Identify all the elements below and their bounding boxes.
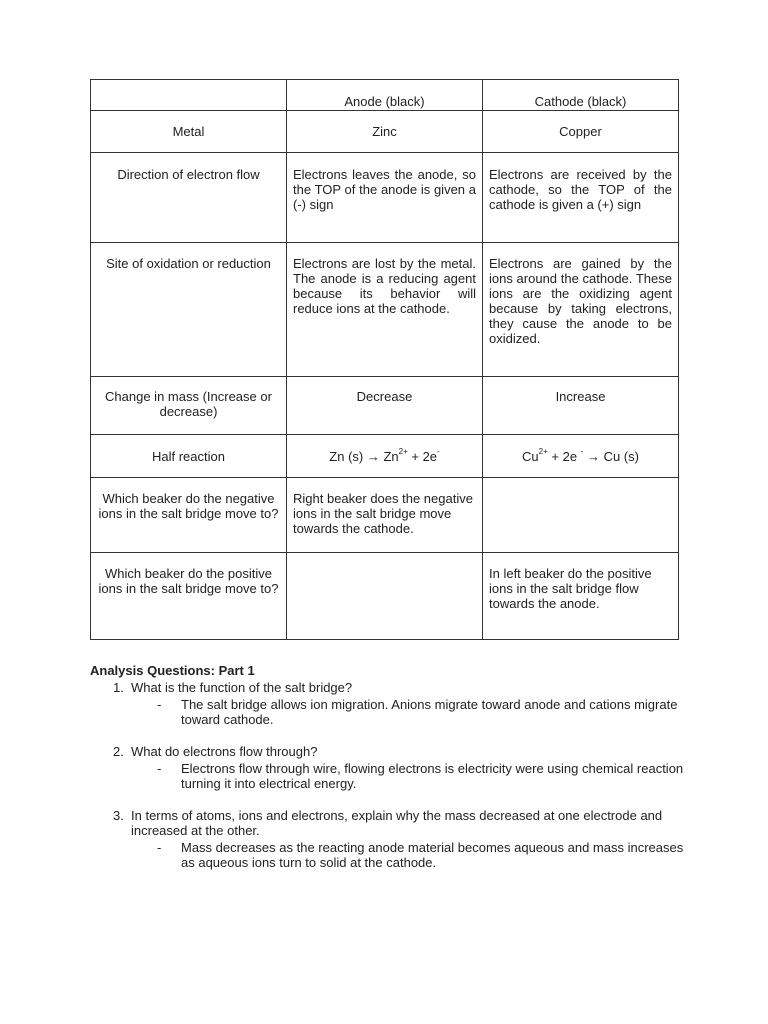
answer-text: Electrons flow through wire, flowing electrons is electricity were using chemical reaction turning it into electrical energy.: [181, 761, 684, 791]
question-block: [90, 744, 690, 791]
charge-superscript: 2+: [538, 447, 548, 457]
answer-text: Mass decreases as the reacting anode material becomes aqueous and mass increases as aqueous ions turn to solid at the cathode.: [181, 840, 684, 870]
cathode-cell: Electrons are received by the cathode, so the TOP of the cathode is given a (+) sign: [483, 153, 679, 243]
row-label: Half reaction: [91, 435, 287, 478]
table-row: [91, 553, 679, 640]
anode-cell: Electrons leaves the anode, so the TOP of the anode is given a (-) sign: [287, 153, 483, 243]
row-label: Which beaker do the positive ions in the salt bridge move to?: [91, 553, 287, 640]
table-row: [91, 478, 679, 553]
row-label: Change in mass (Increase or decrease): [91, 377, 287, 435]
cathode-cell: In left beaker do the positive ions in the salt bridge flow towards the anode.: [483, 553, 679, 640]
anode-cell: Decrease: [287, 377, 483, 435]
table-row: [91, 435, 679, 478]
cathode-cell: Copper: [483, 111, 679, 153]
question-text: What do electrons flow through?: [131, 744, 318, 759]
cathode-cell: [483, 478, 679, 553]
question: [90, 808, 690, 838]
cathode-half-reaction: [483, 435, 679, 478]
table-row: [91, 153, 679, 243]
question-text: In terms of atoms, ions and electrons, explain why the mass decreased at one electrode and increased at the other.: [131, 808, 663, 838]
table-header-row: [91, 80, 679, 111]
question: [90, 680, 690, 695]
row-label: Direction of electron flow: [91, 153, 287, 243]
equation-text: + 2e: [547, 448, 581, 464]
cathode-cell: Increase: [483, 377, 679, 435]
row-label: Site of oxidation or reduction: [91, 243, 287, 377]
table-row: [91, 243, 679, 377]
answer: [90, 697, 690, 727]
electrochemical-cell-table: [90, 79, 679, 640]
anode-cell: [287, 553, 483, 640]
header-anode: Anode (black): [287, 80, 483, 111]
row-label: Metal: [91, 111, 287, 153]
anode-cell: Zinc: [287, 111, 483, 153]
dash-bullet: -: [157, 761, 162, 776]
dash-bullet: -: [157, 840, 162, 855]
question-number: 3.: [113, 808, 124, 823]
equation-text: Zn (s) → Zn: [329, 448, 399, 464]
anode-half-reaction: [287, 435, 483, 478]
equation-text: Cu: [522, 448, 539, 464]
header-empty-cell: [91, 80, 287, 111]
charge-superscript: -: [437, 447, 440, 457]
cathode-cell: Electrons are gained by the ions around the cathode. These ions are the oxidizing agent because by taking electrons, they cause the anode to be oxidized.: [483, 243, 679, 377]
equation-text: + 2e: [407, 448, 438, 464]
table-row: [91, 111, 679, 153]
analysis-section: [90, 663, 690, 887]
answer: [90, 840, 690, 870]
charge-superscript: 2+: [398, 447, 408, 457]
row-label: Which beaker do the negative ions in the salt bridge move to?: [91, 478, 287, 553]
question-text: What is the function of the salt bridge?: [131, 680, 353, 695]
table-row: [91, 377, 679, 435]
question-number: 2.: [113, 744, 124, 759]
anode-cell: Electrons are lost by the metal. The anode is a reducing agent because its behavior will reduce ions at the cathode.: [287, 243, 483, 377]
charge-superscript: -: [580, 447, 584, 457]
question-block: [90, 808, 690, 870]
question: [90, 744, 690, 759]
dash-bullet: -: [157, 697, 162, 712]
analysis-title: Analysis Questions: Part 1: [90, 663, 255, 678]
question-number: 1.: [113, 680, 124, 695]
answer: [90, 761, 690, 791]
question-block: [90, 680, 690, 727]
equation-text: → Cu (s): [583, 448, 639, 464]
anode-cell: Right beaker does the negative ions in the salt bridge move towards the cathode.: [287, 478, 483, 553]
answer-text: The salt bridge allows ion migration. Anions migrate toward anode and cations migrate toward cathode.: [181, 697, 678, 727]
header-cathode: Cathode (black): [483, 80, 679, 111]
